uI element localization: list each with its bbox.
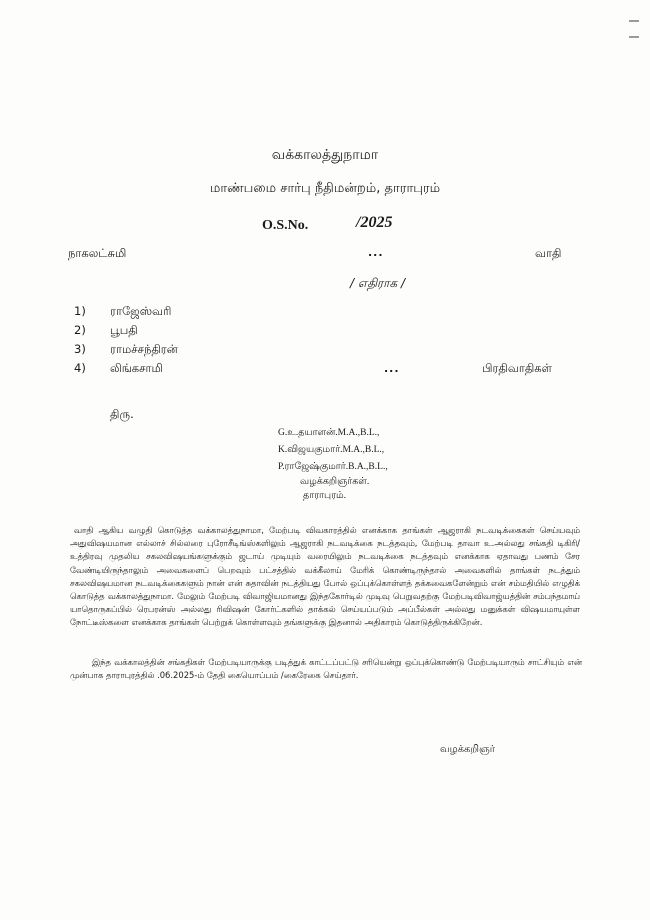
advocate-name: K.விஜயகுமார்.M.A.,B.L., [278,445,385,455]
advocate-signature-label: வழக்கறிஞர் [440,744,495,755]
advocates-place: தாராபுரம். [303,491,347,501]
defendant-number: 4) [74,361,86,375]
versus-label: / எதிராக / [350,276,406,290]
defendant-name: ராஜேஸ்வரி [110,304,172,318]
plaintiff-role: வாதி [535,246,562,260]
advocates-designation: வழக்கறிஞர்கள். [300,477,370,487]
defendants-dots: ... [384,362,400,375]
defendant-number: 1) [74,304,86,318]
scan-mark [629,36,639,38]
defendant-name: ராமச்சந்திரன் [110,342,178,356]
plaintiff-name: நாகலட்சுமி [68,246,127,260]
advocate-name: G.உ.தயாளன்.M.A.,B.L., [278,428,380,438]
defendant-name: லிங்கசாமி [110,361,163,375]
court-name: மாண்பமை சார்பு நீதிமன்றம், தாராபுரம் [209,181,441,196]
authorization-paragraph: வாதி ஆகிய வழுதி கொடுத்த வக்காலத்துநாமா, மேற்படி விவகாரத்தில் எனக்காக தாங்கள் ஆஜராகி நடவடிக்கைகள் செய்யவும் அதுவிஷயமான எல்லாச் சில்லரை புரோசீடிங்ஸ்களிலும் ஆஜராகி நடவடிக்கை நடத்தவும், மேற்படி தாவா உ.அல்லது சங்கதி டிகிரி/உத்திரவு முதலிய சகலவிஷயங்களுக்கும் ஜடாய் முடியும் வரையிலும் நடவடிக்கை நடத்தவும் எனக்காக ஏதாவது பணம் சேர வேண்டியிருந்தாலும் அவைகளைப் பெறவும் பட்சத்தில் வக்கீலாய் மேரிக் கொண்டிருந்தால் அவைகளில் தாங்கள் நடத்தும் சகலவிஷயமான நடவடிக்கைகளும் நான் என் சுதாவின் நடத்தியது போல் ஒப்புக்கொள்ளத் தக்கவைகளேன்றும் என் சம்மதியில் எழுதிக் கொடுத்த வக்காலத்துநாமா. மேலும் மேற்படி விவாஜியமானது இந்தகோர்டில் முடிவு பெறுவதற்கு மேற்படிவிவாஜ்யத்தின் சம்பந்தமாய் யாதொருகப்பில் ரெபரன்ஸ் அல்லது ரிவிஷன் கோர்ட்களில் தாக்கல் செய்யப்படும் அப்பீல்கள் அல்லது மனுக்கள் விஷயமாயுள்ள நோட்டீஸ்களை எனக்காக தாங்கள் பெற்றுக் கொள்ளவும் தங்களுக்கு இதனால் அதிகாரம் கொடுத்திருக்கிறேன். [70,525,580,628]
defendants-role: பிரதிவாதிகள் [482,361,553,375]
advocate-name: P.ராஜேஷ்குமார்.B.A.,B.L., [278,462,388,472]
defendant-number: 2) [74,323,86,337]
plaintiff-dots: ... [368,246,384,259]
document-title: வக்காலத்துநாமா [271,147,379,163]
scan-mark [629,20,639,22]
attestation-paragraph: இந்த வக்காலத்தின் சங்கதிகள் மேற்படியாருக்கு படித்துக் காட்டப்பட்டு சரியென்று ஒப்புக்கொண்டு மேற்படியாரும் சாட்சியும் என் முன்பாக தாராபுரத்தில் .06.2025-ம் தேதி கையொப்பம் /கைரேகை செய்தார். [70,657,582,681]
defendant-number: 3) [74,342,86,356]
defendant-name: பூபதி [110,323,138,337]
salutation: திரு. [110,407,134,421]
case-year: /2025 [356,214,393,231]
case-number-label: O.S.No. [262,218,309,233]
